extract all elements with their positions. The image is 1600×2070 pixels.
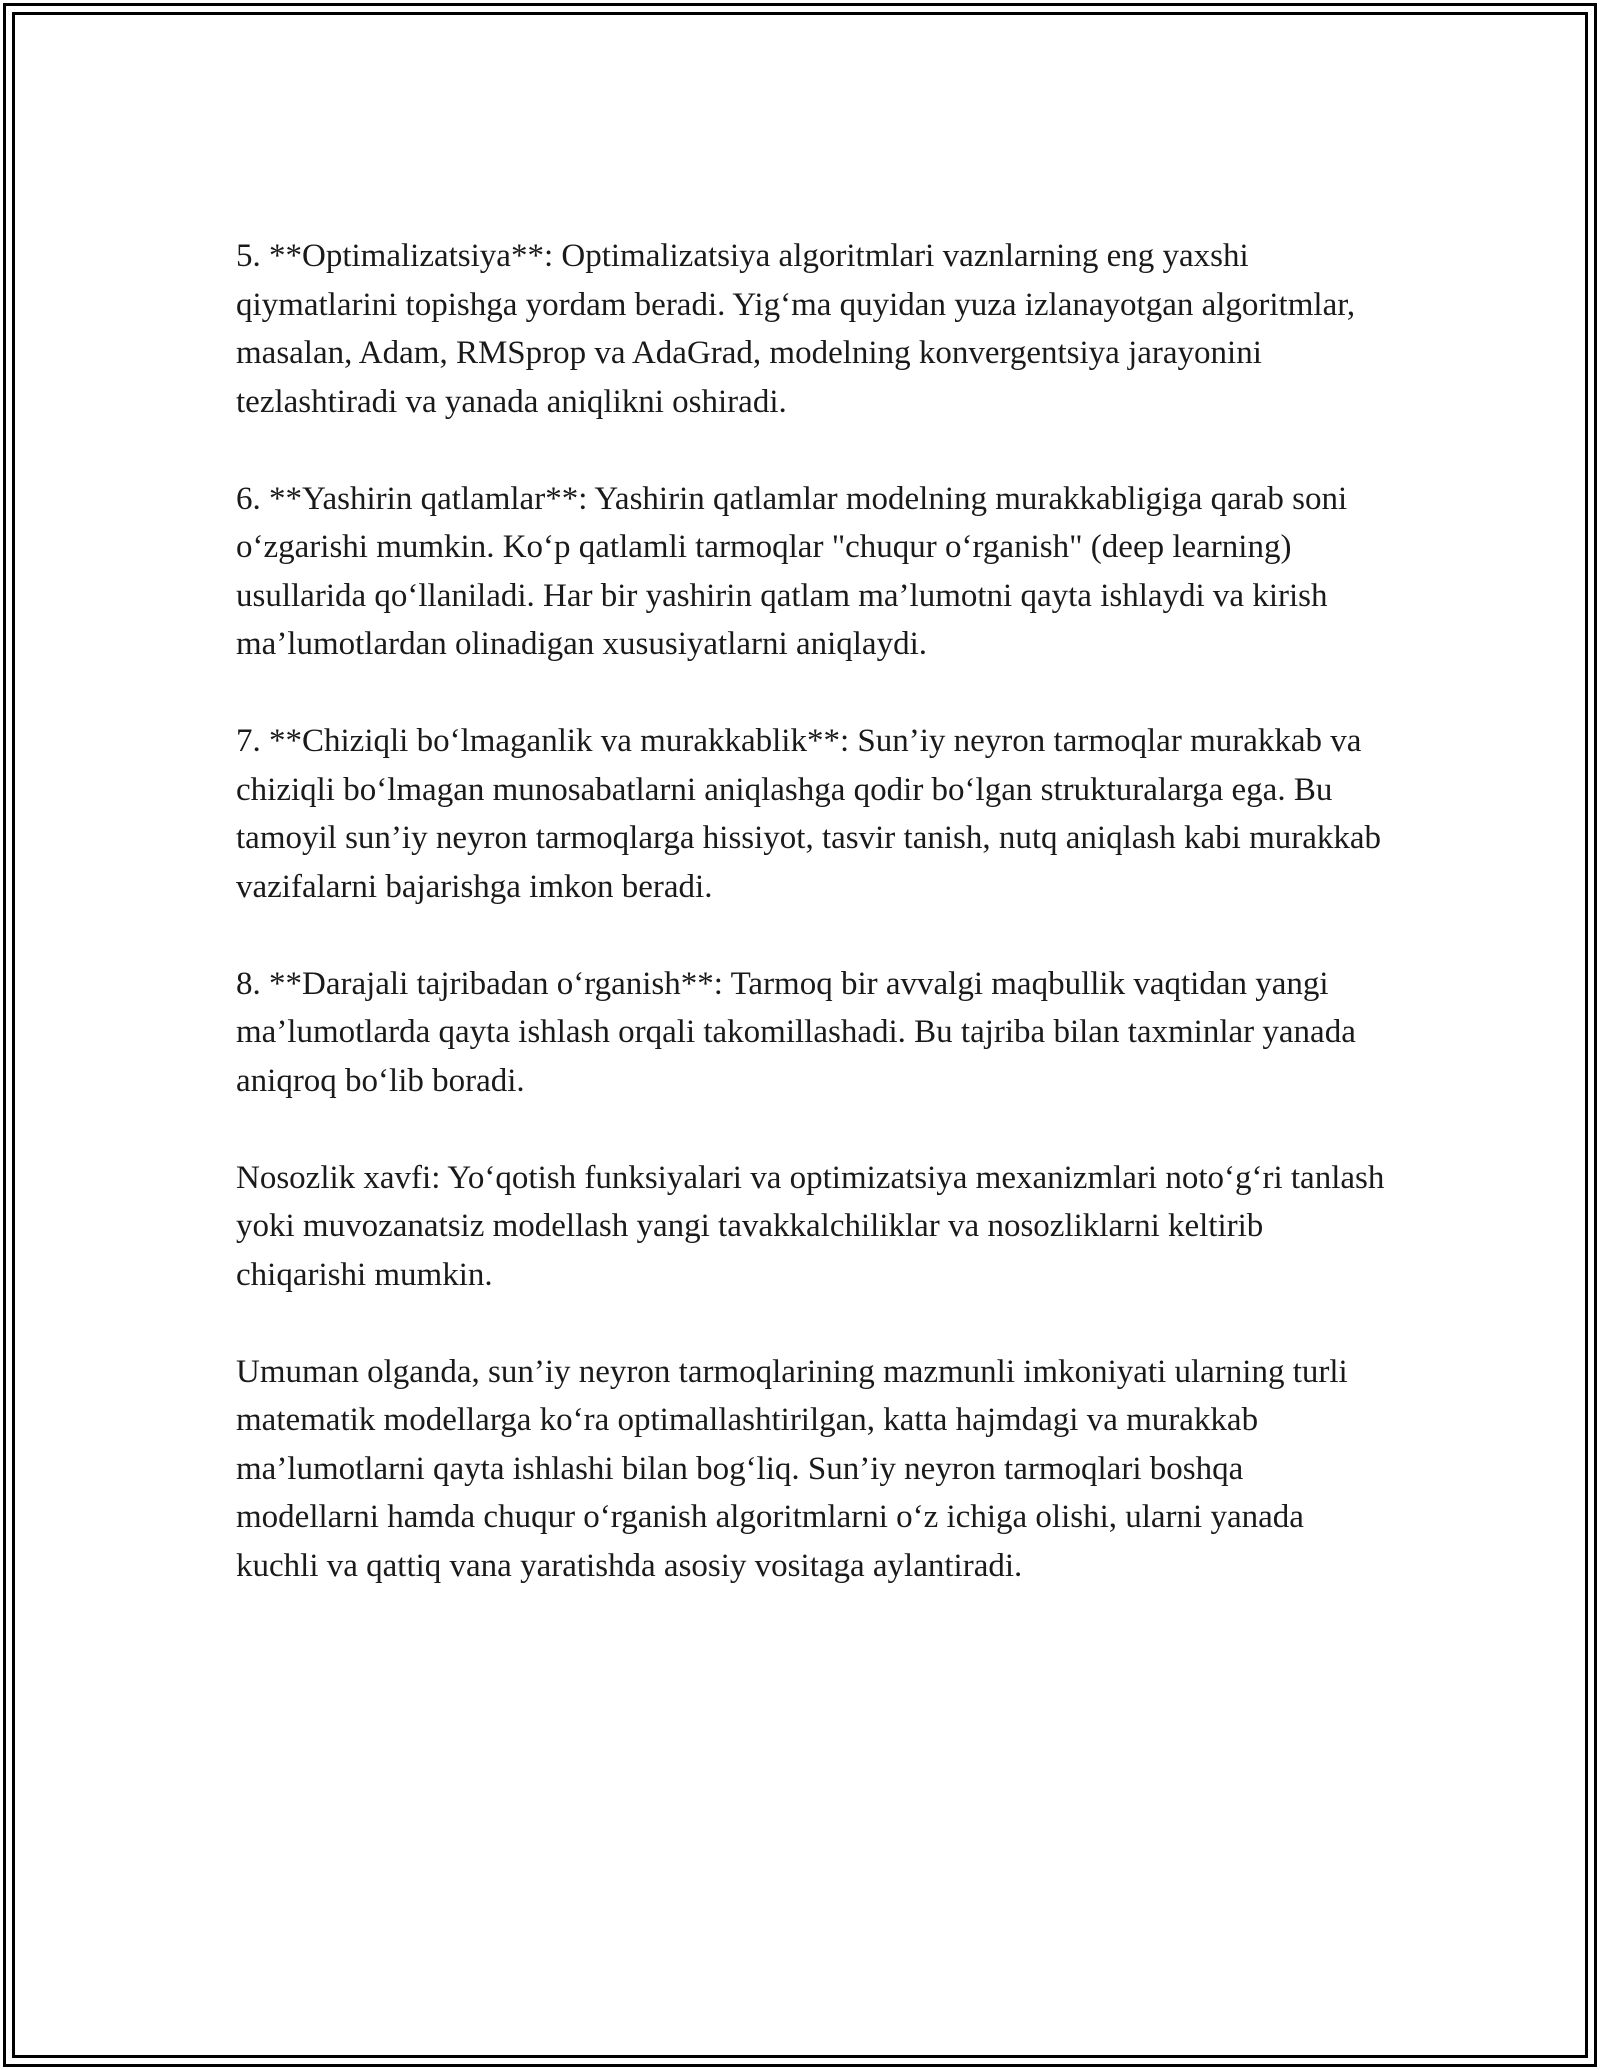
- paragraph-darajali-tajriba: 8. **Darajali tajribadan o‘rganish**: Tarmoq bir avvalgi maqbullik vaqtidan yangi ma’lumotlarda qayta ishlash orqali takomillashadi. Bu tajriba bilan taxminlar yanada aniqroq bo‘lib boradi.: [236, 965, 1356, 1099]
- paragraph-nosozlik-xavfi: Nosozlik xavfi: Yo‘qotish funksiyalari va optimizatsiya mexanizmlari noto‘g‘ri tanlash yoki muvozanatsiz modellash yangi tavakkalchiliklar va nosozliklarni keltirib chiqarishi mumkin.: [236, 1159, 1385, 1293]
- paragraph-optimalizatsiya: 5. **Optimalizatsiya**: Optimalizatsiya algoritmlari vaznlarning eng yaxshi qiymatlarini topishga yordam beradi. Yig‘ma quyidan yuza izlanayotgan algoritmlar, masalan, Adam, RMSprop va AdaGrad, modelning konvergentsiya jarayonini tezlashtiradi va yanada aniqlikni oshiradi.: [236, 238, 1356, 420]
- paragraph-chiziqli-bolmaganlik: 7. **Chiziqli bo‘lmaganlik va murakkablik**: Sun’iy neyron tarmoqlar murakkab va chiziqli bo‘lmagan munosabatlarni aniqlashga qodir bo‘lgan strukturalarga ega. Bu tamoyil sun’iy neyron tarmoqlarga hissiyot, tasvir tanish, nutq aniqlash kabi murakkab vazifalarni bajarishga imkon beradi.: [236, 723, 1382, 905]
- document-body: [236, 232, 1386, 1590]
- paragraph-umuman-olganda: Umuman olganda, sun’iy neyron tarmoqlarining mazmunli imkoniyati ularning turli matematik modellarga ko‘ra optimallashtirilgan, katta hajmdagi va murakkab ma’lumotlarni qayta ishlashi bilan bog‘liq. Sun’iy neyron tarmoqlari boshqa modellarni hamda chuqur o‘rganish algoritmlarni o‘z ichiga olishi, ularni yanada kuchli va qattiq vana yaratishda asosiy vositaga aylantiradi.: [236, 1353, 1348, 1584]
- paragraph-yashirin-qatlamlar: 6. **Yashirin qatlamlar**: Yashirin qatlamlar modelning murakkabligiga qarab soni o‘zgarishi mumkin. Ko‘p qatlamli tarmoqlar "chuqur o‘rganish" (deep learning) usullarida qo‘llaniladi. Har bir yashirin qatlam ma’lumotni qayta ishlaydi va kirish ma’lumotlardan olinadigan xususiyatlarni aniqlaydi.: [236, 480, 1348, 662]
